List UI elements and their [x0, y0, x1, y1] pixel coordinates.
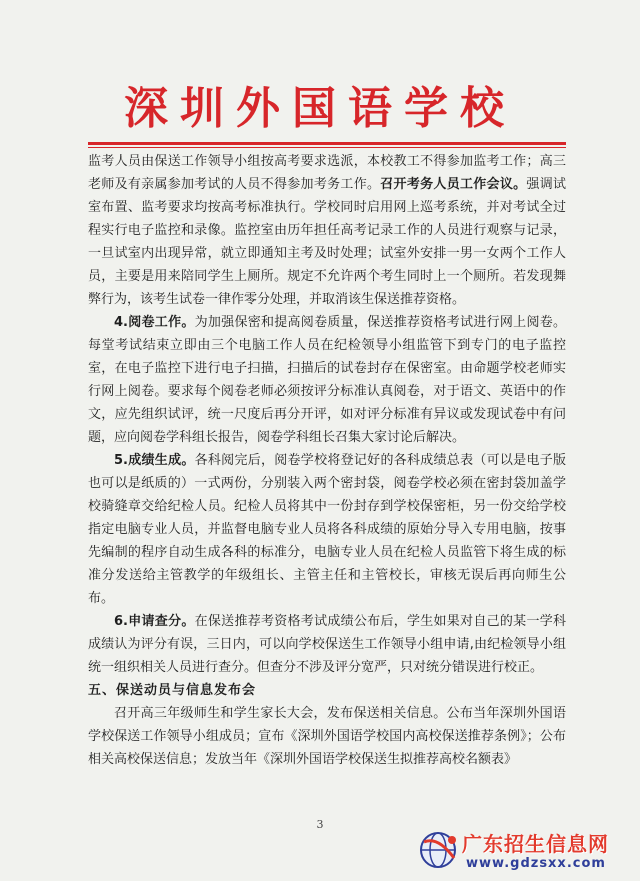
- paragraph-marking: [88, 311, 566, 449]
- watermark-url: www.gdzsxx.com: [466, 856, 606, 871]
- masthead-rule-thin: [88, 147, 566, 148]
- paragraph-text: 各科阅完后，阅卷学校将登记好的各科成绩总表（可以是电子版也可以是纸质的）一式两份，分别装入两个密封袋，阅卷学校必须在密封袋加盖学校骑缝章交给纪检人员。纪检人员将其中一份封存到学校保密柜，另一份交给学校指定电脑专业人员，并监督电脑专业人员将各科成绩的原始分导入专用电脑，按事先编制的程序自动生成各科的标准分，电脑专业人员在纪检人员监管下将生成的标准分发送给主管教学的年级组长、主管主任和主管校长，审核无误后再向师生公布。: [88, 453, 566, 606]
- paragraph-briefing: 召开高三年级师生和学生家长大会，发布保送相关信息。公布当年深圳外国语学校保送工作领导小组成员；宣布《深圳外国语学校国内高校保送推荐条例》；公布相关高校保送信息；发放当年《深圳外国语学校保送生拟推荐高校名额表》: [88, 706, 566, 767]
- site-watermark: [416, 826, 626, 876]
- page-number: 3: [316, 818, 324, 831]
- paragraph-text: 强调试室布置、监考要求均按高考标准执行。学校同时启用网上巡考系统，并对考试全过程实行电子监控和录像。监控室由历年担任高考记录工作的人员进行观察与记录，一旦试室内出现异常，就立即通知主考及时处理；试室外安排一男一女两个工作人员，主要是用来陪同学生上厕所。规定不允许两个考生同时上一个厕所。若发现舞弊行为，该考生试卷一律作零分处理，并取消该生保送推荐资格。: [88, 177, 566, 307]
- section-heading: 五、保送动员与信息发布会: [88, 683, 257, 698]
- globe-logo-icon: [416, 828, 460, 872]
- paragraph-strong: 召开考务人员工作会议。: [380, 177, 527, 192]
- school-masthead: 深圳外国语学校: [124, 83, 516, 134]
- paragraph-text: 为加强保密和提高阅卷质量，保送推荐资格考试进行网上阅卷。每堂考试结束立即由三个电脑工作人员在纪检领导小组监管下到专门的电子监控室，在电子监控下进行电子扫描，扫描后的试卷封存在保密室。由命题学校老师实行网上阅卷。要求每个阅卷老师必须按评分标准认真阅卷，对于语文、英语中的作文，应先组织试评，统一尺度后再分开评，如对评分标准有异议或发现试卷中有问题，应向阅卷学科组长报告，阅卷学科组长召集大家讨论后解决。: [88, 315, 566, 445]
- document-body: [88, 150, 566, 771]
- paragraph-text: 监考人员由保送工作领导小组按高考要求选派，本校教工不得参加监考工作；高三老师及有亲属参加考试的人员不得参加考务工作。: [88, 154, 566, 192]
- paragraph-strong: 5.成绩生成。: [114, 453, 195, 468]
- paragraph-scores: [88, 449, 566, 610]
- masthead-rule-thick: [88, 142, 566, 145]
- watermark-title: 广东招生信息网: [462, 832, 609, 856]
- paragraph-strong: 6.申请查分。: [114, 614, 195, 629]
- paragraph-exam-staff: [88, 150, 566, 311]
- paragraph-appeal: [88, 610, 566, 679]
- paragraph-strong: 4.阅卷工作。: [114, 315, 195, 330]
- paragraph-text: 在保送推荐考资格考试成绩公布后，学生如果对自己的某一学科成绩认为评分有误，三日内，可以向学校保送生工作领导小组申请,由纪检领导小组统一组织相关人员进行查分。但查分不涉及评分宽严，只对统分错误进行校正。: [88, 614, 566, 675]
